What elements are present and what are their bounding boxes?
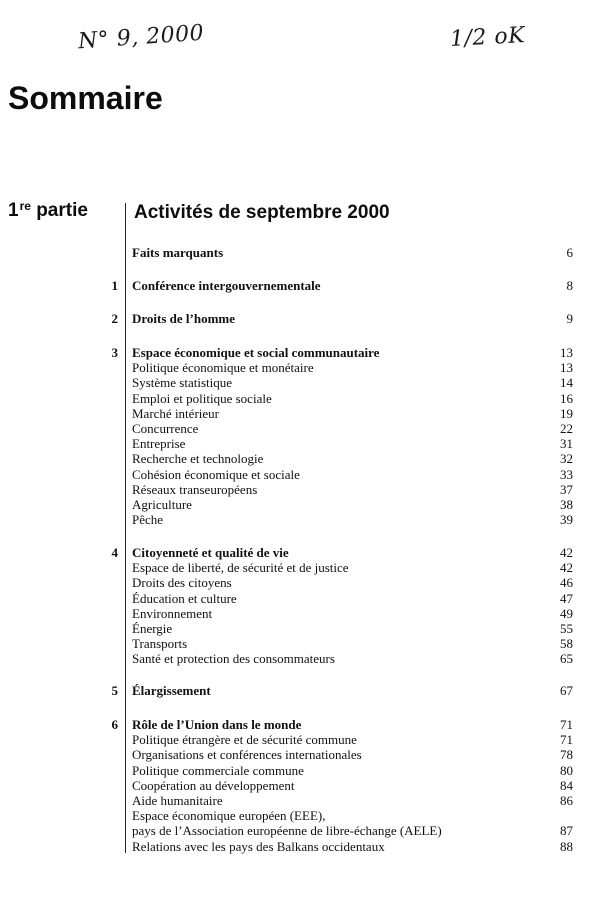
toc-entry-label: pays de l’Association européenne de libre-échange (AELE) [132,823,442,839]
toc-heading-row [0,278,590,293]
part-word: partie [30,200,88,221]
toc-entry-label: Faits marquants [132,245,224,260]
toc-page-number: 22 [560,420,573,436]
toc-entry-row [0,575,590,590]
toc-page-number: 42 [560,545,573,560]
toc-entry-row [0,391,590,406]
toc-block [0,717,590,854]
toc-page-number: 58 [560,636,573,652]
toc-page-number: 39 [560,512,573,528]
toc-page-number: 13 [560,360,573,376]
toc-entry-label: Énergie [132,620,173,636]
toc-page-number: 65 [560,651,573,667]
toc-block [0,311,590,326]
toc-page-number: 67 [560,683,573,698]
part-number: 1 [8,200,19,221]
toc-entry-label: Espace de liberté, de sécurité et de justice [132,560,349,576]
toc-entry-row [0,482,590,497]
toc-entry-label: Environnement [132,605,213,621]
toc-entry-label: Recherche et technologie [132,451,264,467]
toc-page-number: 55 [560,620,573,636]
handwritten-page-note: 1/2 oK [449,23,526,52]
toc-heading-row [0,311,590,326]
toc-entry-label: Élargissement [132,683,211,698]
toc-entry-label: Santé et protection des consommateurs [132,651,335,667]
toc-entry-row [0,467,590,482]
part-label [8,200,88,222]
toc-entry-row [0,839,590,854]
toc-entry-label: Relations avec les pays des Balkans occidentaux [132,838,385,854]
toc-entry-label: Droits des citoyens [132,575,232,591]
toc-entry-row [0,747,590,762]
toc-entry-label: Éducation et culture [132,590,237,606]
toc-page-number: 47 [560,590,573,606]
toc-heading-row [0,345,590,360]
toc-entry-row [0,560,590,575]
toc-entry-label: Rôle de l’Union dans le monde [132,717,302,732]
toc-heading-row [0,717,590,732]
toc-entry-label: Concurrence [132,420,199,436]
toc-page-number: 33 [560,466,573,482]
toc-entry-label: Transports [132,636,188,652]
toc-entry-label: Politique économique et monétaire [132,360,314,376]
toc-block [0,245,590,260]
toc-page-number: 38 [560,496,573,512]
toc-entry-label: Organisations et conférences internationales [132,747,362,763]
handwritten-issue-number: N° 9, 2000 [77,20,205,55]
toc-entry-label: Emploi et politique sociale [132,390,272,406]
toc-entry-row [0,436,590,451]
toc-block [0,545,590,667]
toc-block [0,345,590,527]
toc-entry-row [0,651,590,666]
toc-entry-row [0,375,590,390]
toc-entry-label: Coopération au développement [132,777,295,793]
toc-block [0,278,590,293]
toc-page-number: 31 [560,436,573,452]
toc-entry-label: Agriculture [132,496,192,512]
toc-chapter-number: 2 [111,311,118,326]
toc-page-number: 9 [566,311,573,326]
toc-entry-row [0,451,590,466]
page-title: Sommaire [8,80,163,116]
toc-entry-label: Espace économique et social communautaire [132,345,380,360]
toc-page-number: 84 [560,777,573,793]
toc-entry-label: Entreprise [132,436,186,452]
toc-block [0,683,590,698]
toc-entry-row [0,778,590,793]
toc-entry-row [0,823,590,838]
toc-page-number: 87 [560,823,573,839]
toc-entry-row [0,606,590,621]
toc-heading-row [0,245,590,260]
toc-entry-label: Politique étrangère et de sécurité commune [132,732,357,748]
toc-entry-label: Citoyenneté et qualité de vie [132,545,289,560]
toc-page-number: 37 [560,481,573,497]
toc-entry-label: Politique commerciale commune [132,762,304,778]
toc-entry-label: Système statistique [132,375,233,391]
toc-page-number: 14 [560,375,573,391]
toc-entry-label: Réseaux transeuropéens [132,481,258,497]
toc-entry-row [0,732,590,747]
toc-page-number: 32 [560,451,573,467]
toc-entry-row [0,421,590,436]
toc-heading-row [0,683,590,698]
toc-entry-row [0,636,590,651]
toc-entry-row [0,497,590,512]
toc-entry-label: Cohésion économique et sociale [132,466,300,482]
toc-entry-row [0,808,590,823]
toc-page-number: 16 [560,390,573,406]
part-ordinal-suffix: re [19,199,31,213]
toc-page-number: 80 [560,762,573,778]
toc-entry-row [0,406,590,421]
toc-entry-label: Pêche [132,512,164,528]
toc-page-number: 78 [560,747,573,763]
toc-chapter-number: 4 [111,545,118,560]
toc-entry-label: Conférence intergouvernementale [132,278,321,293]
toc-entry-label: Droits de l’homme [132,311,236,326]
toc-page-number: 13 [560,345,573,360]
toc-entry-label: Marché intérieur [132,405,219,421]
toc-chapter-number: 3 [111,345,118,360]
toc-chapter-number: 1 [111,278,118,293]
toc-entry-label: Espace économique européen (EEE), [132,808,326,824]
toc-page-number: 46 [560,575,573,591]
toc-heading-row [0,545,590,560]
toc-page-number: 49 [560,605,573,621]
toc-entry-row [0,360,590,375]
toc-page-number: 88 [560,838,573,854]
section-title: Activités de septembre 2000 [134,202,390,223]
toc-entry-row [0,621,590,636]
toc-page-number: 8 [566,278,573,293]
toc-entry-label: Aide humanitaire [132,792,223,808]
toc-page-number: 19 [560,405,573,421]
toc-page-number: 71 [560,732,573,748]
toc-entry-row [0,591,590,606]
toc-page-number: 42 [560,560,573,576]
toc-entry-row [0,793,590,808]
toc-chapter-number: 5 [111,683,118,698]
toc-page-number: 71 [560,717,573,732]
toc-chapter-number: 6 [111,717,118,732]
toc-entry-row [0,763,590,778]
toc-page-number: 86 [560,792,573,808]
toc-page-number: 6 [566,245,573,260]
toc-entry-row [0,512,590,527]
